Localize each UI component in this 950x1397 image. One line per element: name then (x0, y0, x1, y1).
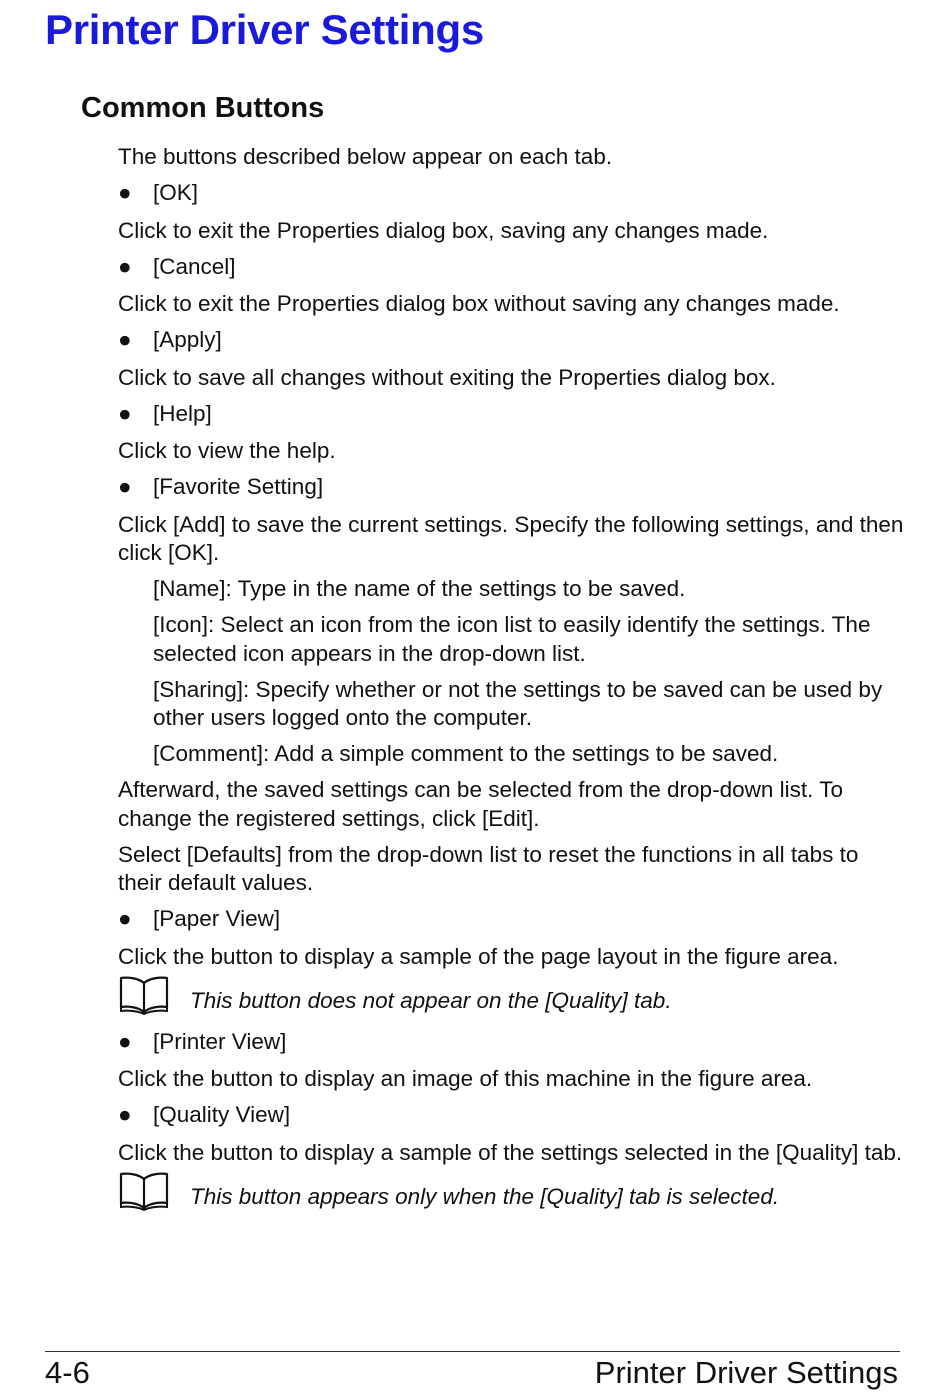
bullet-dot: ● (118, 180, 132, 205)
paper-view-label: [Paper View] (153, 906, 281, 931)
paper-view-description: Click the button to display a sample of the page layout in the figure area. (118, 943, 839, 969)
quality-view-note (118, 1175, 908, 1215)
bullet-dot: ● (118, 400, 132, 426)
quality-view-note-text: This button appears only when the [Quality] tab is selected. (190, 1183, 780, 1209)
paper-view-note (118, 979, 908, 1019)
bullet-dot: ● (118, 1102, 132, 1127)
quality-view-description: Click the button to display a sample of the settings selected in the [Quality] tab. (118, 1139, 903, 1165)
bullet-dot: ● (118, 327, 132, 352)
printer-view-description: Click the button to display an image of this machine in the figure area. (118, 1066, 813, 1091)
apply-label: [Apply] (153, 327, 222, 352)
favorite-comment-detail: [Comment]: Add a simple comment to the settings to be saved. (153, 741, 779, 766)
ok-description: Click to exit the Properties dialog box, saving any changes made. (118, 217, 769, 243)
bullet-dot: ● (118, 1028, 132, 1054)
section-heading: Common Buttons (81, 92, 325, 124)
printer-view-label: [Printer View] (153, 1028, 287, 1054)
favorite-setting-description: Click [Add] to save the current settings. Specify the following settings, and then click [OK]. (118, 511, 904, 565)
bullet-help (118, 400, 908, 429)
cancel-label: [Cancel] (153, 253, 236, 279)
bullet-ok (118, 179, 908, 208)
ok-label: [OK] (153, 180, 199, 205)
footer-page-number: 4-6 (45, 1355, 90, 1390)
open-book-icon (118, 975, 170, 1015)
favorite-afterward-text: Afterward, the saved settings can be selected from the drop-down list. To change the registered settings, click [Edit]. (118, 777, 843, 831)
bullet-apply (118, 326, 908, 355)
bullet-favorite-setting (118, 473, 908, 502)
page-title: Printer Driver Settings (45, 6, 484, 53)
favorite-icon-detail: [Icon]: Select an icon from the icon list to easily identify the settings. The selected icon appears in the drop-down list. (153, 612, 871, 666)
quality-view-label: [Quality View] (153, 1102, 291, 1127)
favorite-setting-label: [Favorite Setting] (153, 474, 324, 499)
help-description: Click to view the help. (118, 438, 336, 463)
bullet-dot: ● (118, 253, 132, 279)
bullet-printer-view (118, 1028, 908, 1057)
bullet-dot: ● (118, 474, 132, 499)
bullet-cancel (118, 253, 908, 282)
bullet-quality-view (118, 1101, 908, 1130)
cancel-description: Click to exit the Properties dialog box without saving any changes made. (118, 291, 840, 316)
paper-view-note-text: This button does not appear on the [Quality] tab. (190, 987, 672, 1013)
favorite-defaults-text: Select [Defaults] from the drop-down list to reset the functions in all tabs to their default values. (118, 841, 859, 895)
favorite-name-detail: [Name]: Type in the name of the settings to be saved. (153, 576, 686, 601)
intro-text: The buttons described below appear on each tab. (118, 144, 613, 169)
footer-divider (45, 1351, 900, 1352)
footer-chapter-title: Printer Driver Settings (594, 1355, 898, 1390)
bullet-paper-view (118, 905, 908, 934)
open-book-icon (118, 1171, 170, 1211)
bullet-dot: ● (118, 906, 132, 931)
help-label: [Help] (153, 400, 212, 426)
apply-description: Click to save all changes without exiting the Properties dialog box. (118, 364, 776, 390)
favorite-sharing-detail: [Sharing]: Specify whether or not the settings to be saved can be used by other users logged onto the computer. (153, 676, 883, 730)
content (118, 143, 908, 1224)
